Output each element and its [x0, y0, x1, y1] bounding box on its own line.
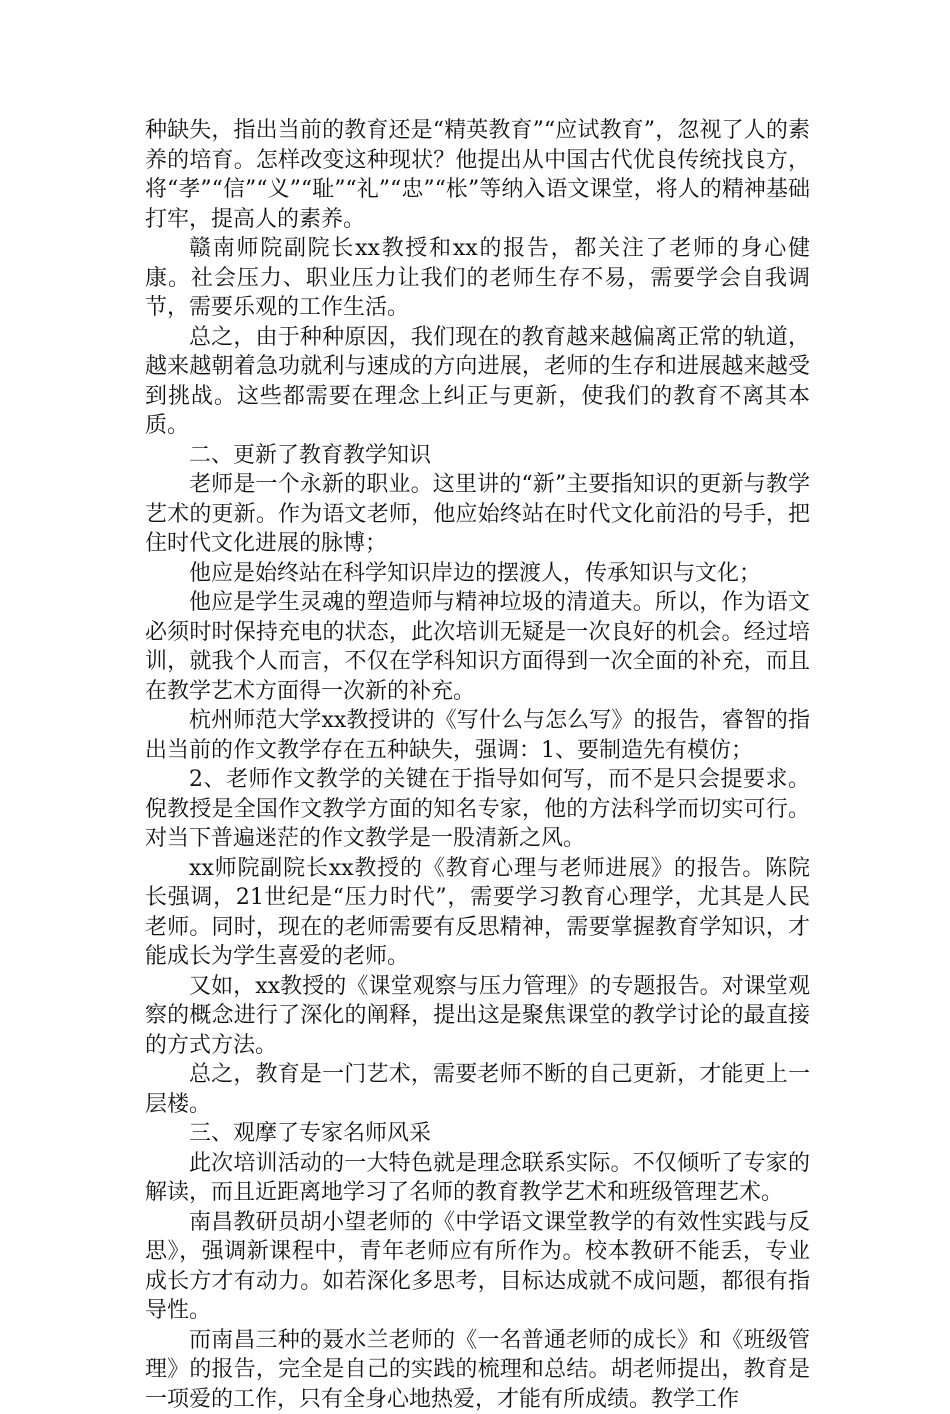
paragraph-classroom-observation: 又如，xx教授的《课堂观察与压力管理》的专题报告。对课堂观察的概念进行了深化的阐释，提出这是聚焦课堂的教学讨论的最直接的方式方法。	[145, 972, 810, 1061]
paragraph-training-feature: 此次培训活动的一大特色就是理念联系实际。不仅倾听了专家的解读，而且近距离地学习了名师的教育教学艺术和班级管理艺术。	[145, 1149, 810, 1208]
paragraph-writing-guidance: 2、老师作文教学的关键在于指导如何写，而不是只会提要求。倪教授是全国作文教学方面的知名专家，他的方法科学而切实可行。对当下普遍迷茫的作文教学是一股清新之风。	[145, 765, 810, 854]
paragraph-gannan-report: 赣南师院副院长xx教授和xx的报告，都关注了老师的身心健康。社会压力、职业压力让我们的老师生存不易，需要学会自我调节，需要乐观的工作生活。	[145, 234, 810, 323]
paragraph-continuation: 种缺失，指出当前的教育还是“精英教育”“应试教育”，忽视了人的素养的培育。怎样改变这种现状？他提出从中国古代优良传统找良方，将“孝”“信”“义”“耻”“礼”“忠”“枨”等纳入语文课堂，将人的精神基础打牢，提高人的素养。	[145, 116, 810, 234]
paragraph-teacher-profession: 老师是一个永新的职业。这里讲的“新”主要指知识的更新与教学艺术的更新。作为语文老师，他应始终站在时代文化前沿的号手，把住时代文化进展的脉博；	[145, 470, 810, 559]
paragraph-summary-1: 总之，由于种种原因，我们现在的教育越来越偏离正常的轨道，越来越朝着急功就利与速成的方向进展，老师的生存和进展越来越受到挑战。这些都需要在理念上纠正与更新，使我们的教育不离其本质。	[145, 323, 810, 441]
document-page	[145, 116, 810, 1414]
paragraph-ferryman: 他应是始终站在科学知识岸边的摆渡人，传承知识与文化；	[145, 559, 810, 589]
section-heading-3: 三、观摩了专家名师风采	[145, 1119, 810, 1149]
paragraph-nanchang-researcher: 南昌教研员胡小望老师的《中学语文课堂教学的有效性实践与反思》，强调新课程中，青年老师应有所作为。校本教研不能丢，专业成长方才有动力。如若深化多思考，目标达成就不成问题，都很有指导性。	[145, 1208, 810, 1326]
paragraph-summary-2: 总之，教育是一门艺术，需要老师不断的自己更新，才能更上一层楼。	[145, 1060, 810, 1119]
paragraph-psychology-report: xx师院副院长xx教授的《教育心理与老师进展》的报告。陈院长强调，21世纪是“压力时代”，需要学习教育心理学，尤其是人民老师。同时，现在的老师需要有反思精神，需要掌握教育学知识，才能成长为学生喜爱的老师。	[145, 854, 810, 972]
paragraph-hangzhou-report: 杭州师范大学xx教授讲的《写什么与怎么写》的报告，睿智的指出当前的作文教学存在五种缺失，强调：1、要制造先有模仿；	[145, 706, 810, 765]
paragraph-nie-shuilan: 而南昌三种的聂水兰老师的《一名普通老师的成长》和《班级管理》的报告，完全是自己的实践的梳理和总结。胡老师提出，教育是一项爱的工作，只有全身心地热爱，才能有所成绩。教学工作	[145, 1326, 810, 1414]
section-heading-2: 二、更新了教育教学知识	[145, 441, 810, 471]
paragraph-soul-shaper: 他应是学生灵魂的塑造师与精神垃圾的清道夫。所以，作为语文必须时时保持充电的状态，此次培训无疑是一次良好的机会。经过培训，就我个人而言，不仅在学科知识方面得到一次全面的补充，而且在教学艺术方面得一次新的补充。	[145, 588, 810, 706]
